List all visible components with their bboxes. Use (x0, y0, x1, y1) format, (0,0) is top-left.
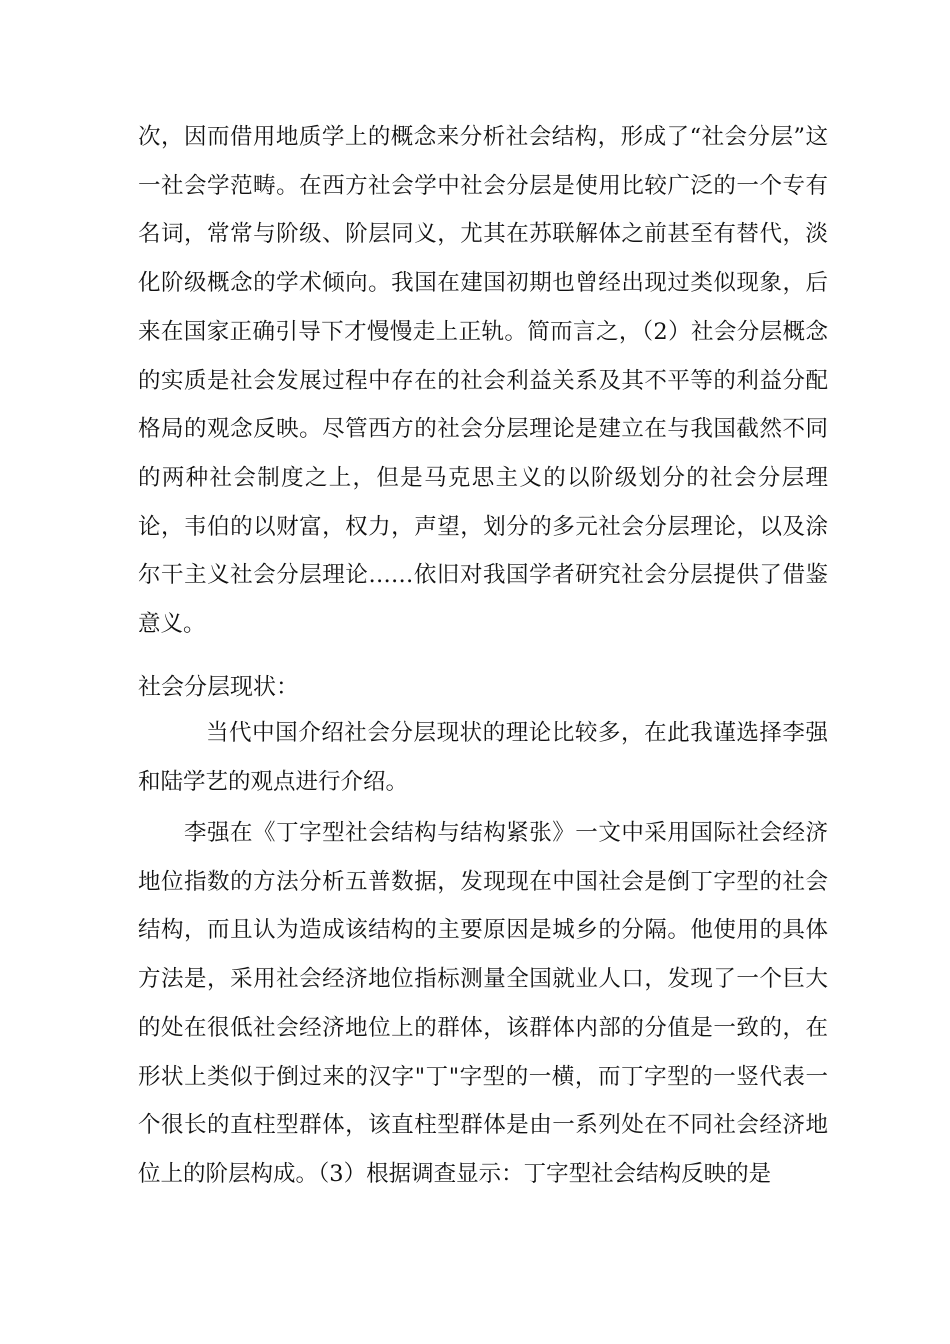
section-heading: 社会分层现状： (138, 674, 299, 700)
body-paragraph: 次，因而借用地质学上的概念来分析社会结构，形成了“社会分层”这一社会学范畴。在西方社会学中社会分层是使用比较广泛的一个专有名词，常常与阶级、阶层同义，尤其在苏联解体之前甚至有替代，淡化阶级概念的学术倾向。我国在建国初期也曾经出现过类似现象，后来在国家正确引导下才慢慢走上正轨。简而言之，（2）社会分层概念的实质是社会发展过程中存在的社会利益关系及其不平等的利益分配格局的观念反映。尽管西方的社会分层理论是建立在与我国截然不同的两种社会制度之上，但是马克思主义的以阶级划分的社会分层理论，韦伯的以财富，权力，声望，划分的多元社会分层理论，以及涂尔干主义社会分层理论……依旧对我国学者研究社会分层提供了借鉴意义。 (138, 124, 828, 638)
body-paragraph: 李强在《丁字型社会结构与结构紧张》一文中采用国际社会经济地位指数的方法分析五普数据，发现现在中国社会是倒丁字型的社会结构，而且认为造成该结构的主要原因是城乡的分隔。他使用的具体方法是，采用社会经济地位指标测量全国就业人口，发现了一个巨大的处在很低社会经济地位上的群体，该群体内部的分值是一致的，在形状上类似于倒过来的汉字"丁"字型的一横，而丁字型的一竖代表一个很长的直柱型群体，该直柱型群体是由一系列处在不同社会经济地位上的阶层构成。（3）根据调查显示：丁字型社会结构反映的是 (138, 820, 828, 1187)
body-paragraph: 当代中国介绍社会分层现状的理论比较多，在此我谨选择李强和陆学艺的观点进行介绍。 (138, 720, 828, 795)
